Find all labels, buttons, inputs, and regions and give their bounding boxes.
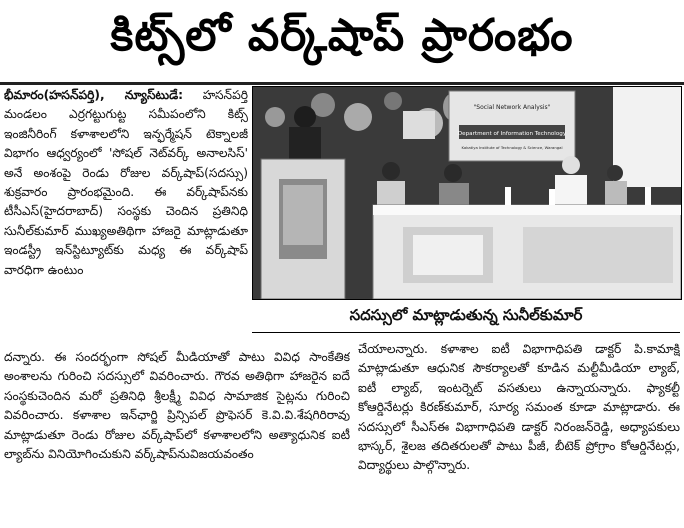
dateline: భీమారం(హసన్‌పర్తి), న్యూస్‌టుడే:: [4, 88, 184, 102]
article-text-col2: దన్నారు. ఈ సందర్భంగా సోషల్ మీడియాతో పాటు వివిధ సాంకేతిక అంశాలను గురించి సదస్సులో వివరించారు. గౌరవ అతిథిగా హాజరైన ఐదే సంస్థకుచెందిన మరో ప్రతినిధి శ్రీలక్ష్మీ వివిధ సామాజిక సైట్లను గురించి వివరించారు. కళాశాల ఇన్‌ఛార్జి ప్రిన్సిపల్ ప్రొఫెసర్ కె.వి.వి.శేషగిరిరావు మాట్లాడుతూ రెండు రోజుల వర్క్‌షాప్‌లో కళాశాలలోని అత్యాధునిక ఐటీ ల్యాబ్‌ను వినియోగించుకుని వర్క్‌షాప్‌నువిజయవంతం: [4, 350, 350, 462]
event-photo-illustration: [253, 87, 681, 299]
article-column-left: [4, 86, 248, 358]
headline: కిట్స్‌లో వర్క్‌షాప్ ప్రారంభం: [0, 0, 684, 85]
article-text-col3: చేయాలన్నారు. కళాశాల ఐటీ విభాగాధిపతి డాక్టర్ పి.కామాక్షి మాట్లాడుతూ ఆధునిక సౌకర్యాలతో కూడిన మల్టీమీడియా ల్యాబ్, ఐటీ ల్యాబ్, ఇంటర్నెట్ వసతులు ఉన్నాయన్నారు. ఫ్యాకల్టీ కోఆర్డినేటర్లు కిరణ్‌కుమార్, సూర్య సమంత కూడా మాట్లాడారు. ఈ సదస్సులో సీఎస్ఈ విభాగాధిపతి డాక్టర్ నిరంజన్‌రెడ్డి, అధ్యాపకులు భాస్కర్, శైలజ తదితరులతో పాటు పీజీ, బీటెక్ ప్రోగ్రాం కోఆర్డినేటర్లు, విద్యార్థులు పాల్గొన్నారు.: [358, 342, 680, 473]
article-column-bottom-left: [4, 348, 350, 524]
banner-text-title: "Social Network Analysis": [473, 104, 551, 111]
banner-text-college: Kakatiya Institute of Technology & Science, Warangal: [461, 145, 563, 150]
banner-text-department: Department of Information Technology: [457, 131, 567, 137]
article-text-col1: హసన్‌పర్తి మండలం ఎర్రగట్టుగుట్ట సమీపంలోని కిట్స్ ఇంజినీరింగ్ కళాశాలలోని ఇన్ఫర్మేషన్ టెక్నాలజీ విభాగం ఆధ్వర్యంలో 'సోషల్ నెట్‌వర్క్ అనాలసిస్' అనే అంశంపై రెండు రోజుల వర్క్‌షాప్(సదస్సు) శుక్రవారం ప్రారంభమైంది. ఈ వర్క్‌షాప్‌నకు టీసీఎస్(హైదరాబాద్) సంస్థకు చెందిన ప్రతినిధి సునీల్‌కుమార్ ముఖ్యఅతిథిగా హాజరై మాట్లాడుతూ ఇండస్ట్రీ ఇన్‌స్టిట్యూట్‌కు మధ్య ఈ వర్క్‌షాప్ వారధిగా ఉంటుం: [4, 88, 248, 277]
event-photo: [252, 86, 682, 300]
photo-caption: సదస్సులో మాట్లాడుతున్న సునీల్‌కుమార్: [252, 302, 680, 333]
article-column-bottom-right: [358, 340, 680, 520]
